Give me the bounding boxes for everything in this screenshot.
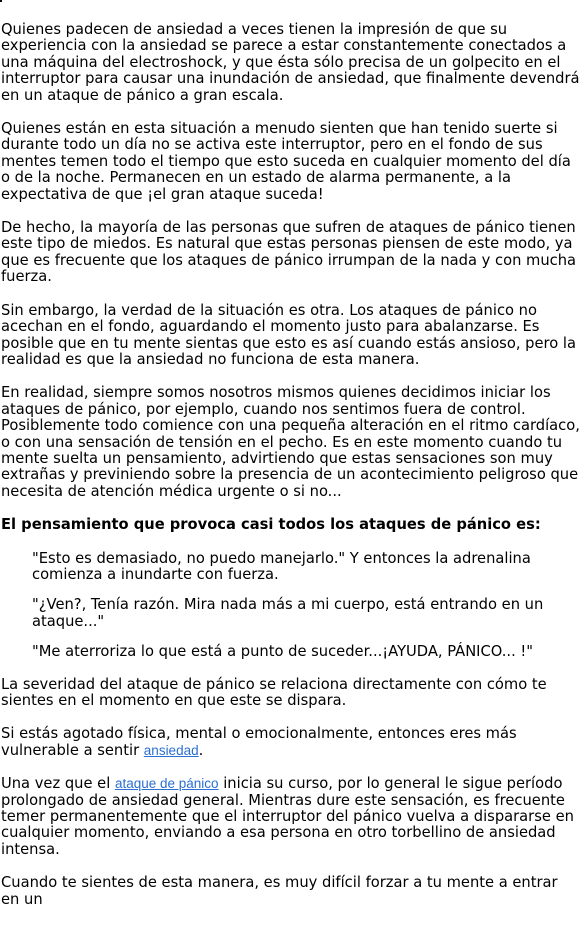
- page-top-mark: [0, 0, 2, 2]
- quote-2: "¿Ven?, Tenía razón. Mira nada más a mi cuerpo, está entrando en un ataque...": [32, 596, 544, 630]
- paragraph-8: [1, 776, 580, 858]
- paragraph-7: [1, 726, 580, 759]
- paragraph-1: Quienes padecen de ansiedad a veces tienen la impresión de que su experiencia con la ansiedad se parece a estar constantemente conectados a una máquina del electroshock, y que ésta sólo precisa de un golpecito en el interruptor para causar una inundación de ansiedad, que finalmente devendrá en un ataque de pánico a gran escala.: [1, 21, 580, 104]
- ataque-de-panico-link[interactable]: ataque de pánico: [114, 776, 219, 792]
- paragraph-4: Sin embargo, la verdad de la situación es otra. Los ataques de pánico no acechan en el fondo, aguardando el momento justo para abalanzarse. Es posible que en tu mente sientas que esto es así cuando estás ansioso, pero la realidad es que la ansiedad no funciona de esta manera.: [1, 301, 576, 368]
- paragraph-2: Quienes están en esta situación a menudo sienten que han tenido suerte si durante todo un día no se activa este interruptor, pero en el fondo de sus mentes temen todo el tiempo que esto suceda en cualquier momento del día o de la noche. Permanecen en un estado de alarma permanente, a la expectativa de que ¡el gran ataque suceda!: [1, 120, 571, 203]
- paragraph-3: De hecho, la mayoría de las personas que sufren de ataques de pánico tienen este tipo de miedos. Es natural que estas personas piensen de este modo, ya que es frecuente que los ataques de pánico irrumpan de la nada y con mucha fuerza.: [1, 219, 577, 286]
- paragraph-7-text: Si estás agotado física, mental o emocionalmente, entonces eres más vulnerable a sentir: [1, 725, 517, 759]
- paragraph-8-text: inicia su curso, por lo general le sigue período prolongado de ansiedad general. Mientras dure este sensación, es frecuente temer permanentemente que el interruptor del pánico vuelva a dispararse en cualquier momento, enviando a esa persona en otro torbellino de ansiedad intensa.: [1, 775, 574, 858]
- article-body: [1, 22, 580, 925]
- quote-3: "Me aterroriza lo que está a punto de suceder...¡AYUDA, PÁNICO... !": [32, 643, 534, 661]
- section-heading: El pensamiento que provoca casi todos los ataques de pánico es:: [1, 516, 541, 534]
- paragraph-8-start: Una vez que el: [1, 775, 115, 793]
- paragraph-7-end: .: [198, 741, 204, 759]
- paragraph-5: En realidad, siempre somos nosotros mismos quienes decidimos iniciar los ataques de pánico, por ejemplo, cuando nos sentimos fuera de control. Posiblemente todo comience con una pequeña alteración en el ritmo cardíaco, o con una sensación de tensión en el pecho. Es en este momento cuando tu mente suelta un pensamiento, advirtiendo que estas sensaciones son muy extrañas y previniendo sobre la presencia de un acontecimiento peligroso que necesita de atención médica urgente o si no...: [1, 384, 580, 500]
- paragraph-9: Cuando te sientes de esta manera, es muy difícil forzar a tu mente a entrar en un: [1, 874, 558, 908]
- quote-1: "Esto es demasiado, no puedo manejarlo." Y entonces la adrenalina comienza a inundarte con fuerza.: [32, 549, 531, 583]
- ansiedad-link[interactable]: ansiedad: [143, 742, 199, 758]
- paragraph-6: La severidad del ataque de pánico se relaciona directamente con cómo te sientes en el momento en que este se dispara.: [1, 675, 547, 709]
